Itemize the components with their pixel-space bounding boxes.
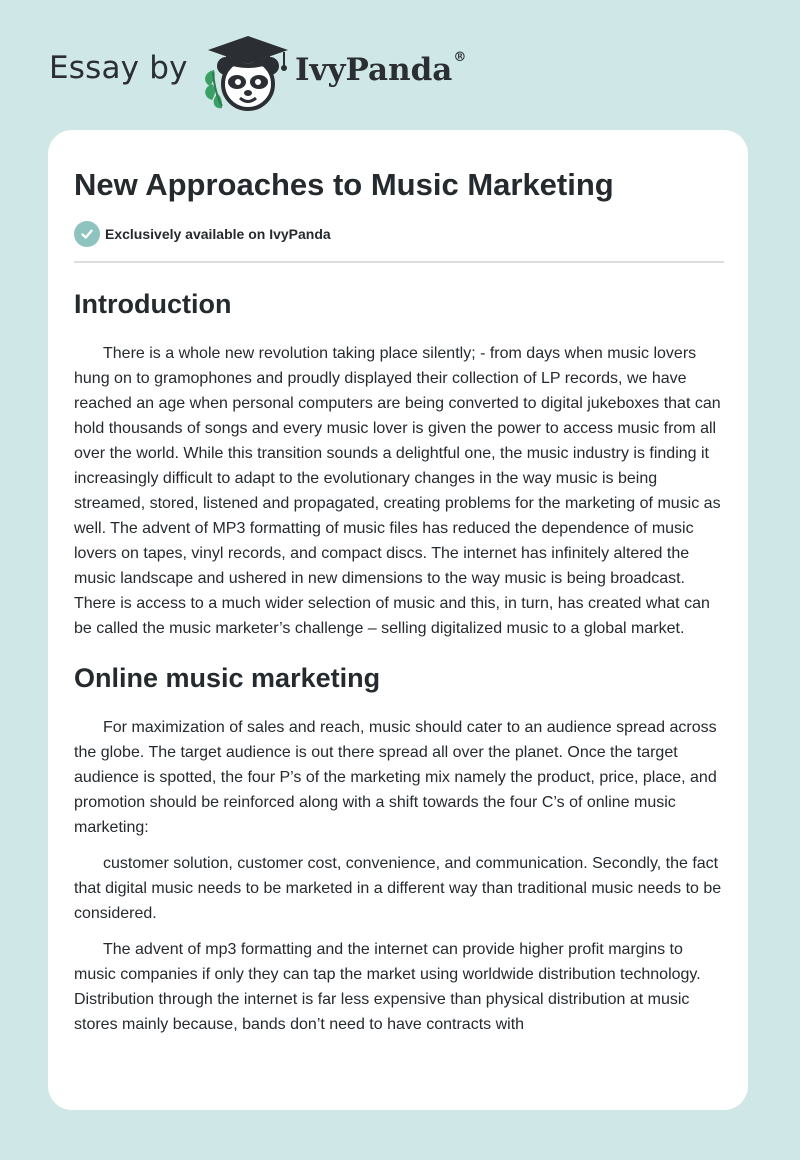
panda-graduate-logo-icon[interactable] [200,32,296,116]
brand-name[interactable] [295,49,467,88]
check-icon [74,221,100,247]
article-title: New Approaches to Music Marketing [74,167,614,202]
paragraph: The advent of mp3 formatting and the internet can provide higher profit margins to music companies if only they can tap the market using worldwide distribution technology. Distribution through the internet is far less expensive than physical distribution at music stores mainly because, bands don’t need to have contracts with [74,941,701,1033]
article-card [48,130,748,1110]
exclusive-label: Exclusively available on IvyPanda [105,226,331,242]
section-heading-introduction: Introduction [74,289,232,319]
article-content [74,166,724,1037]
paragraph: For maximization of sales and reach, music should cater to an audience spread across the globe. The target audience is out there spread all over the planet. Once the target audience is spotted, the four P’s of the marketing mix namely the product, price, place, and promotion should be reinforced along with a shift towards the four C’s of online music marketing: [74,719,717,836]
brand-name-text: IvyPanda [295,52,453,88]
paragraph: There is a whole new revolution taking place silently; - from days when music lovers hung on to gramophones and proudly displayed their collection of LP records, we have reached an age when personal computers are being converted to digital jukeboxes that can hold thousands of songs and every music lover is given the power to access music from all over the world. While this transition sounds a delightful one, the music industry is finding it increasingly difficult to adapt to the evolutionary changes in the way music is being streamed, stored, listened and propagated, creating problems for the marketing of music as well. The advent of MP3 formatting of music files has reduced the dependence of music lovers on tapes, vinyl records, and compact discs. The internet has infinitely altered the music landscape and ushered in new dimensions to the way music is being broadcast. There is access to a much wider selection of music and this, in turn, has created what can be called the music marketer’s challenge – selling digitalized music to a global market. [74,345,721,637]
ivy-leaf-icon [205,70,222,108]
divider [74,261,724,263]
site-header [0,0,800,130]
brand-prefix: Essay by [49,50,188,86]
trademark-symbol: ® [453,49,467,65]
exclusive-notice [74,221,724,247]
section-heading-online-music-marketing: Online music marketing [74,663,381,693]
paragraph: customer solution, customer cost, convenience, and communication. Secondly, the fact that digital music needs to be marketed in a different way than traditional music needs to be considered. [74,855,722,922]
